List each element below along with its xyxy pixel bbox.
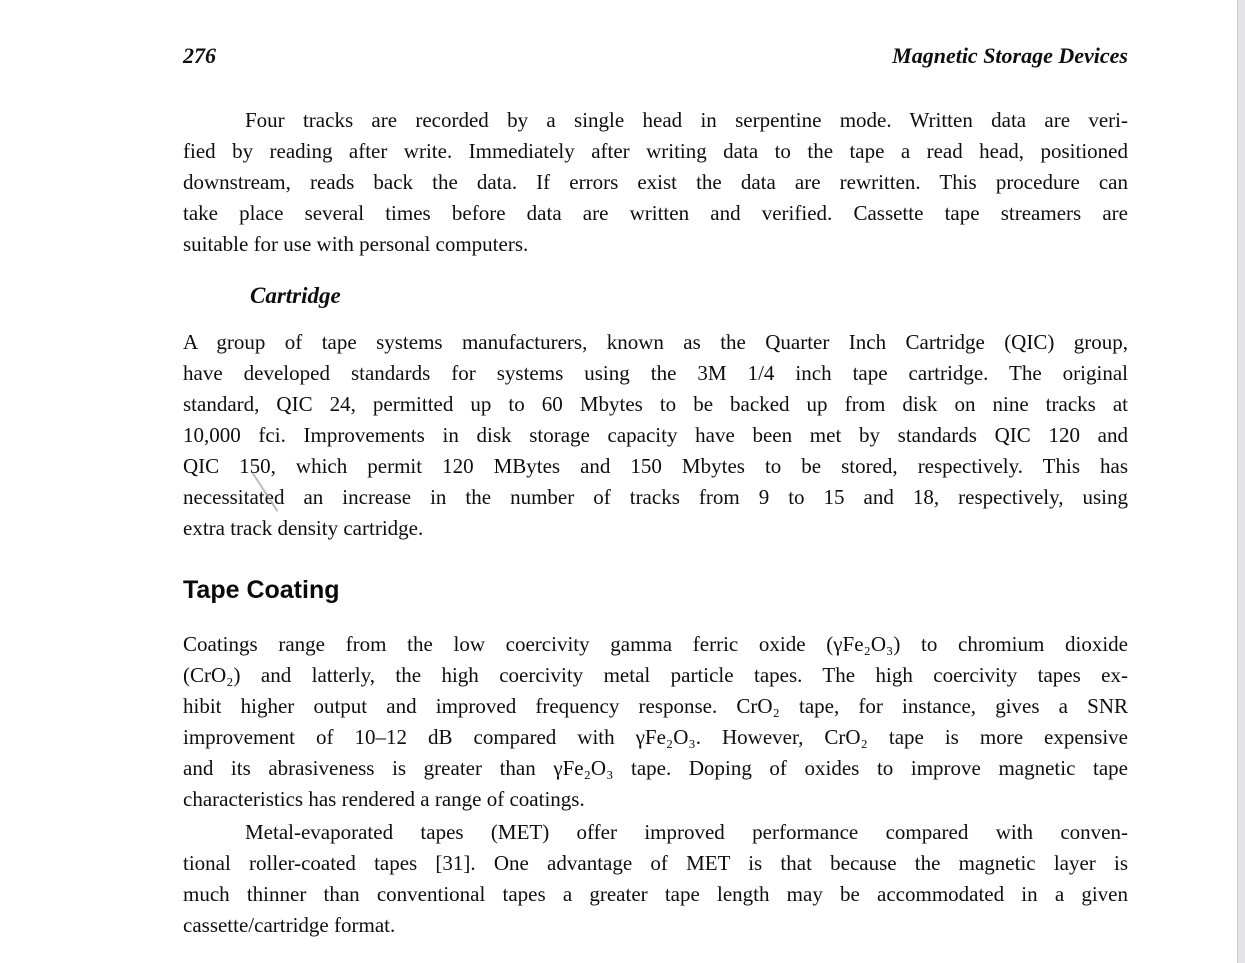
text-line: fied by reading after write. Immediately after writing data to the tape a read head, positioned: [183, 139, 1128, 163]
text-line: Four tracks are recorded by a single head in serpentine mode. Written data are veri-: [245, 108, 1128, 132]
page-number: 276: [183, 43, 216, 68]
body-text: [183, 105, 1128, 941]
heading-tape-coating: Tape Coating: [183, 576, 340, 604]
text-line: Metal-evaporated tapes (MET) offer improved performance compared with conven-: [245, 820, 1128, 844]
text-line: tional roller-coated tapes [31]. One advantage of MET is that because the magnetic layer is: [183, 851, 1128, 875]
text-line: hibit higher output and improved frequency response. CrO₂ tape, for instance, gives a SNR: [183, 694, 1128, 718]
paragraph-coatings: [183, 629, 1128, 815]
scanner-edge-strip: [1237, 0, 1245, 963]
text-line: suitable for use with personal computers.: [183, 232, 529, 256]
text-line: Coatings range from the low coercivity gamma ferric oxide (γFe₂O₃) to chromium dioxide: [183, 632, 1128, 656]
text-line: (CrO₂) and latterly, the high coercivity metal particle tapes. The high coercivity tapes ex-: [183, 663, 1128, 687]
text-line: 10,000 fci. Improvements in disk storage capacity have been met by standards QIC 120 and: [183, 423, 1128, 447]
running-title: Magnetic Storage Devices: [892, 43, 1128, 68]
text-line: necessitated an increase in the number of tracks from 9 to 15 and 18, respectively, using: [183, 485, 1128, 509]
subheading-cartridge: Cartridge: [250, 283, 341, 308]
text-line: take place several times before data are written and verified. Cassette tape streamers are: [183, 201, 1128, 225]
paragraph-cassette-streamers: [183, 105, 1128, 260]
text-line: have developed standards for systems using the 3M 1/4 inch tape cartridge. The original: [183, 361, 1128, 385]
text-line: and its abrasiveness is greater than γFe₂O₃ tape. Doping of oxides to improve magnetic tape: [183, 756, 1128, 780]
text-line: cassette/cartridge format.: [183, 913, 396, 937]
text-line: improvement of 10–12 dB compared with γFe₂O₃. However, CrO₂ tape is more expensive: [183, 725, 1128, 749]
text-line: standard, QIC 24, permitted up to 60 Mbytes to be backed up from disk on nine tracks at: [183, 392, 1128, 416]
paragraph-qic-cartridge: [183, 327, 1128, 544]
text-line: QIC 150, which permit 120 MBytes and 150 Mbytes to be stored, respectively. This has: [183, 454, 1128, 478]
text-line: characteristics has rendered a range of coatings.: [183, 787, 585, 811]
running-header: [183, 42, 1128, 70]
text-line: A group of tape systems manufacturers, known as the Quarter Inch Cartridge (QIC) group,: [183, 330, 1128, 354]
page-content: [183, 42, 1128, 941]
paragraph-met-tapes: [183, 817, 1128, 941]
text-line: extra track density cartridge.: [183, 516, 424, 540]
text-line: downstream, reads back the data. If errors exist the data are rewritten. This procedure can: [183, 170, 1128, 194]
text-line: much thinner than conventional tapes a greater tape length may be accommodated in a given: [183, 882, 1128, 906]
